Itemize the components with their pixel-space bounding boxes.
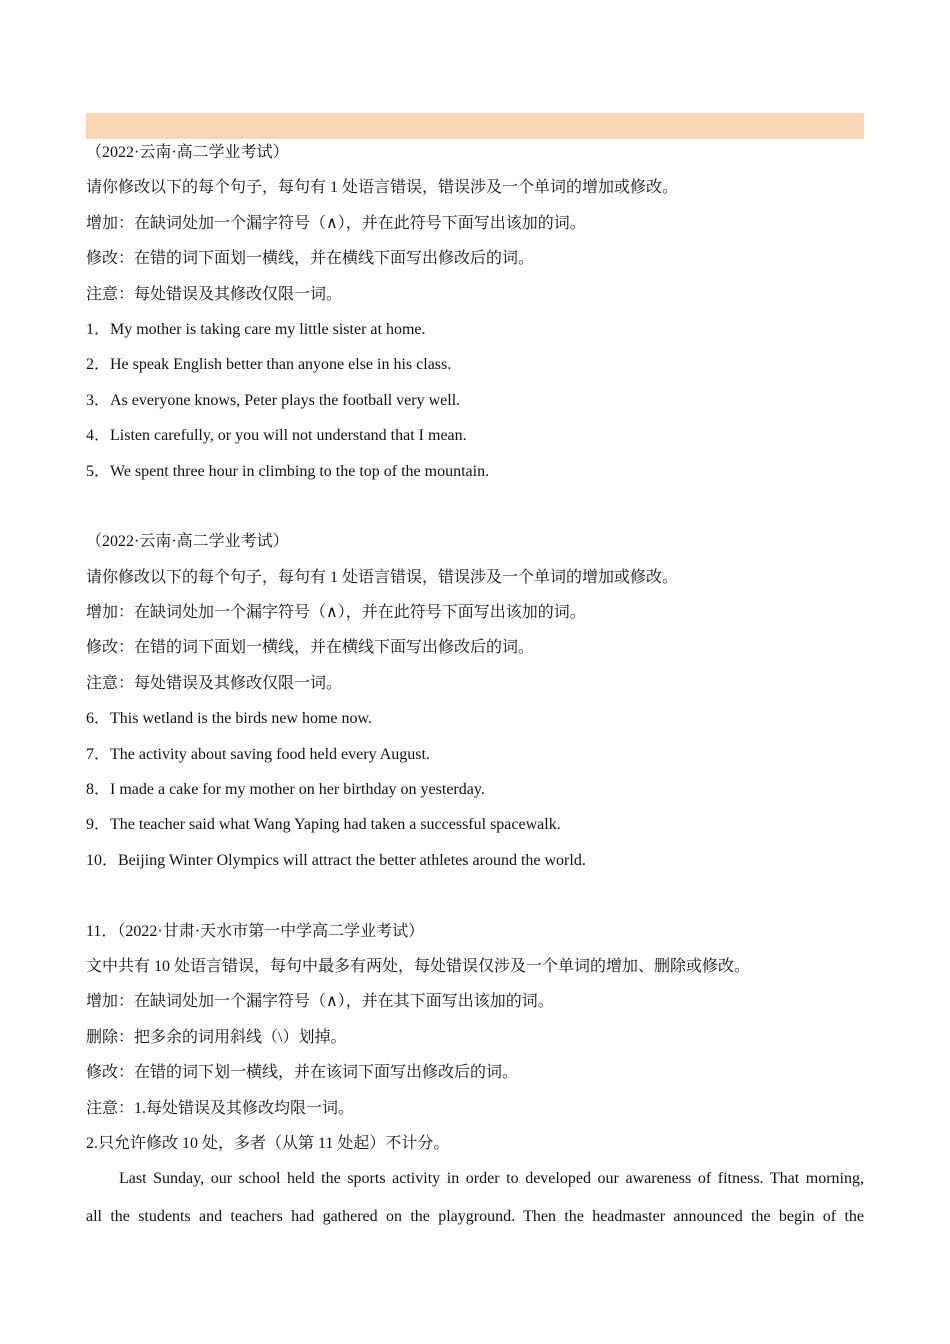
passage-line: all the students and teachers had gathered on the playground. Then the headmaster announced the begin of the — [86, 1208, 864, 1226]
section-2 — [86, 529, 864, 883]
section-instruction: 请你修改以下的每个句子，每句有 1 处语言错误，错误涉及一个单词的增加或修改。 — [86, 179, 679, 197]
rule-add: 增加：在缺词处加一个漏字符号（∧），并在此符号下面写出该加的词。 — [86, 604, 586, 622]
question-item: 1．My mother is taking care my little sister at home. — [86, 320, 426, 338]
rule-note: 注意：每处错误及其修改仅限一词。 — [86, 285, 343, 303]
section-source: 11．（2022·甘肃·天水市第一中学高二学业考试） — [86, 922, 425, 940]
section-3 — [86, 919, 864, 1243]
rule-modify: 修改：在错的词下面划一横线，并在横线下面写出修改后的词。 — [86, 639, 535, 657]
question-item: 7．The activity about saving food held every August. — [86, 745, 430, 763]
document-body — [86, 140, 864, 1242]
header-bar — [86, 113, 864, 139]
rule-note: 注意：每处错误及其修改仅限一词。 — [86, 674, 343, 692]
section-gap — [86, 883, 864, 918]
rule-delete: 删除：把多余的词用斜线（\）划掉。 — [86, 1028, 347, 1046]
section-instruction: 请你修改以下的每个句子，每句有 1 处语言错误，错误涉及一个单词的增加或修改。 — [86, 568, 679, 586]
question-item: 3．As everyone knows, Peter plays the football very well. — [86, 391, 461, 409]
section-instruction: 文中共有 10 处语言错误，每句中最多有两处，每处错误仅涉及一个单词的增加、删除或修改。 — [86, 957, 751, 975]
section-1 — [86, 140, 864, 494]
question-item: 2．He speak English better than anyone else in his class. — [86, 356, 452, 374]
question-item: 10．Beijing Winter Olympics will attract the better athletes around the world. — [86, 851, 586, 869]
rule-modify: 修改：在错的词下面划一横线，并在横线下面写出修改后的词。 — [86, 250, 535, 268]
rule-modify: 修改：在错的词下划一横线，并在该词下面写出修改后的词。 — [86, 1064, 519, 1082]
rule-add: 增加：在缺词处加一个漏字符号（∧），并在此符号下面写出该加的词。 — [86, 214, 586, 232]
passage-line: Last Sunday, our school held the sports activity in order to developed our awareness of fitness. That morning, — [119, 1170, 864, 1188]
rule-note-2: 2.只允许修改 10 处，多者（从第 11 处起）不计分。 — [86, 1134, 450, 1152]
rule-note: 注意：1.每处错误及其修改均限一词。 — [86, 1099, 355, 1117]
question-item: 6．This wetland is the birds new home now. — [86, 710, 373, 728]
question-item: 8．I made a cake for my mother on her birthday on yesterday. — [86, 781, 485, 799]
question-item: 5．We spent three hour in climbing to the top of the mountain. — [86, 462, 490, 480]
rule-add: 增加：在缺词处加一个漏字符号（∧），并在其下面写出该加的词。 — [86, 993, 554, 1011]
section-source: （2022·云南·高二学业考试） — [86, 533, 289, 551]
question-item: 4．Listen carefully, or you will not understand that I mean. — [86, 427, 467, 445]
section-gap — [86, 494, 864, 529]
section-source: （2022·云南·高二学业考试） — [86, 144, 289, 161]
question-item: 9．The teacher said what Wang Yaping had taken a successful spacewalk. — [86, 816, 561, 834]
